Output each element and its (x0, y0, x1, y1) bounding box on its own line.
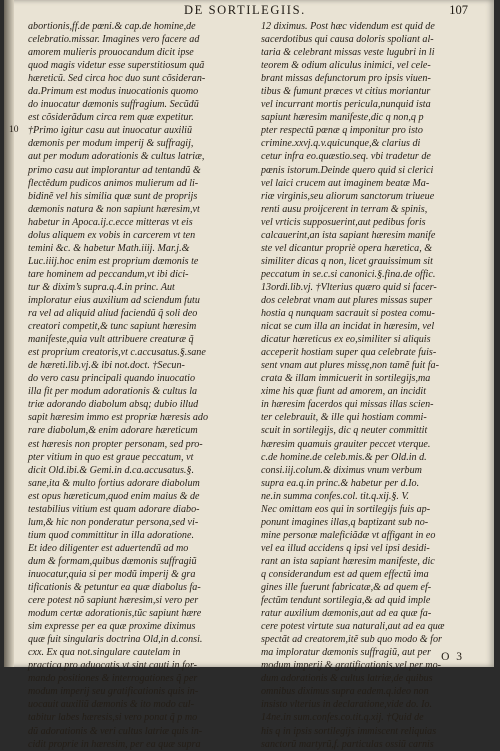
text-line: dicatur hæreticus ex eo,similiter si aliquis (261, 334, 431, 346)
page-gutter (4, 0, 14, 667)
text-line: riæ virginis,seu aliorum sanctorum triueue (261, 190, 435, 202)
text-line: sacerdotibus qui causa doloris spoliant al- (261, 34, 434, 46)
text-line: dæmonis per modum imperij & suffragij, (28, 138, 194, 150)
text-line: tium quod committitur in illa adoratione. (28, 529, 194, 541)
text-line: Nec omittam eos qui in sortilegijs fuis ap- (261, 503, 431, 515)
text-line: dum & formam,quibus dæmonis suffragiũ (28, 555, 197, 567)
text-line: similiter dicas q non, licet grauissimum sit (261, 255, 433, 267)
text-line: imploratur eius auxilium ad sciendum futu (28, 294, 200, 306)
text-line: lum,& hic non ponderatur persona,sed vi- (28, 516, 199, 528)
text-line: ste vel dicantur propriè opera hæretica, & (261, 242, 433, 254)
text-line: dum adorationis & cultus latriæ,de quibus (261, 673, 433, 685)
text-line: sapiunt hæresim manifeste,dic q non,q p (261, 112, 424, 124)
text-line: scuit in sortilegijs, dic q neuter committit (261, 425, 428, 437)
text-line: his q in ipsis sortilegijs immiscent reliquias (261, 725, 437, 737)
text-line: ter celebrauit, & ille qui hostiam commi- (261, 412, 427, 424)
book-page (4, 0, 494, 750)
text-line: rare diabolum,& enim adorare hæreticum (28, 425, 198, 437)
text-line: c.de homine.de celeb.mis.& per Old.in d. (261, 451, 427, 463)
text-line: est opus hæreticum,quod enim maius & de (28, 490, 200, 502)
text-line: illa fit per modum adorationis & cultus la (28, 386, 198, 398)
text-line: est hæresis non propter personam, sed pro- (28, 438, 203, 450)
margin-number: 10 (9, 125, 19, 136)
text-line: do vero casu principali quando inuocatio (28, 373, 195, 385)
text-line-content: †Primo igitur casu aut inuocatur auxiliũ (28, 125, 193, 137)
text-line: vel ea illud accidens q ipsi vel ipsi desidi- (261, 542, 430, 554)
text-line: sane,ita & multo fortius adorare diabolum (28, 477, 200, 489)
text-line (9, 124, 250, 137)
text-line: dæmonis natura & non sapiunt hæresim,vt (28, 203, 200, 215)
text-line: pter respectũ pœnæ q imponitur pro isto (261, 125, 423, 137)
text-line: tur & dixim’s supra.q.4.in princ. Aut (28, 281, 175, 293)
text-line: inuocatur,quia si per modũ imperij & gra (28, 568, 196, 580)
text-line: gines ille fuerunt fabricatæ,& ad quem ef- (261, 582, 432, 594)
text-line: cere potest virtute sua naturali,aut ad ea quæ (261, 621, 445, 633)
text-line: est cõsiderãdum circa rem quæ expetitur. (28, 112, 194, 124)
text-line: vel laici crucem aut imaginem beatæ Ma- (261, 177, 430, 189)
text-line: renti ausu proijcerent in terram & spinis, (261, 203, 428, 215)
text-line: quod magis videtur esse superstitiosum quã (28, 60, 205, 72)
text-line: pter vitium in quo est graue peccatum, vt (28, 451, 194, 463)
text-line: mine personæ maleficiãdæ vt affigant in eo (261, 529, 436, 541)
text-line: cidit proprie in hæresim, per ea quæ supra (28, 738, 201, 750)
text-line: Luc.iiij.hoc enim est proprium dæmonis te (28, 255, 199, 267)
left-column (9, 20, 250, 751)
text-line: ra vel ad aliquid aliud faciendũ q̃ soli deo (28, 308, 198, 320)
text-line: abortionis,ff.de pœni.& cap.de homine,de (28, 21, 196, 32)
text-line: xime his quæ fiunt ad amorem, an incidit (261, 386, 427, 398)
text-line: sapit hæresim immo est propriæ hæresis ado (28, 412, 209, 424)
right-column (261, 20, 481, 751)
text-line: fectũm tendunt sortilegia,& ad quid imple (261, 595, 431, 607)
text-line: dolus aliquem ex vobis in carcerem vt ten (28, 229, 196, 241)
text-line: acceperit hostiam super qua celebrate fuis- (261, 347, 437, 359)
text-line: da.Primum est modus inuocationis quomo (28, 86, 199, 98)
text-line: amorem mulieris prouocandum dicit ipse (28, 47, 194, 59)
text-line: ne.in summa confes.col. tit.q.xij.§. V. (261, 490, 409, 502)
text-line: est proprium creatoris,vt c.accusatus.§.sane (28, 347, 206, 359)
text-line: quæ fuit singularis doctrina Old,in d.consi. (28, 634, 203, 646)
text-line: uocauit auxiliũ dæmonis & ito modo cul- (28, 699, 194, 711)
text-line: q considerandum est ad quem effectũ ima (261, 568, 429, 580)
text-line: cxx. Ex qua not.singulare cautelam in (28, 647, 181, 659)
text-line: peccatum in se.c.si canonici.§.fina.de offic. (261, 268, 436, 280)
text-line: temini &c. & habetur Math.iiij. Mar.j.& (28, 242, 190, 254)
text-line: hæresim quamuis grauiter peccet vterque. (261, 438, 431, 450)
page-number: 107 (449, 3, 468, 17)
text-line: nicat se cum illa an incidat in hæresim, vel (261, 321, 435, 333)
text-line: sim expresse per ea quæ proxime diximus (28, 621, 196, 633)
text-line: in hæresim facerdos qui missas illas scien- (261, 399, 434, 411)
text-line: rant an ista sapiant hæresim manifeste, dic (261, 555, 435, 567)
text-line: crata & illam immicuerit in sortilegijs,ma (261, 373, 431, 385)
text-line: insisto vlterius in declaratione,vide do. Io. (261, 699, 433, 711)
text-line: vel incurrant mortis pericula,nunquid ista (261, 99, 431, 111)
text-line: dicit Old.ibi.& Gemi.in d.ca.accusatus.§. (28, 464, 194, 476)
text-line: mando positiones & interrogationes q̃ per (28, 673, 198, 685)
text-line: tabitur labes hæresis,si vero ponat q̃ p mo (28, 712, 198, 724)
text-line: omnibus diximus supra eadem.q.ideo non (261, 686, 429, 698)
running-title: DE SORTILEGIIS. (184, 3, 306, 17)
text-line: spectãt ad creatorem,itẽ sub quo modo & for (261, 634, 442, 646)
text-line: Et ideo diligenter est aduertendũ ad mo (28, 542, 189, 554)
text-line: tare hominem ad peccandum,vt ibi dici- (28, 268, 189, 280)
text-line: consi.iij.colum.& diximus vnum verbum (261, 464, 422, 476)
text-line: ma imploratur dæmonis suffragiũ, aut per (261, 647, 431, 659)
text-line: modum certæ adorationis,tũc sapiunt hære (28, 608, 202, 620)
text-line: de hæreti.lib.vj.& ibi not.doct. †Secun- (28, 360, 185, 372)
text-line: modum imperij seu gratificationis quis in- (28, 686, 199, 698)
signature-mark: O 3 (441, 651, 464, 663)
text-line: creatori competit,& tunc sapiunt hæresim (28, 321, 197, 333)
text-line: crimine.xxvj.q.v.quicunque,& clarius di (261, 138, 421, 150)
text-line: pœnis istorum.Deinde quero quid si clerici (261, 164, 434, 176)
text-line: primo casu aut implorantur ad tentandũ & (28, 164, 201, 176)
text-line: supra ea.q.in princ.& habetur per d.Io. (261, 477, 420, 489)
text-line: 12 diximus. Post hæc videndum est quid de (261, 21, 435, 32)
text-line: ratur auxilium dæmonis,aut ad ea quæ fa- (261, 608, 432, 620)
text-line: cere potest nõ sapiunt hæresim,si vero per (28, 595, 199, 607)
text-line: dũ adorationis & veri cultus latriæ quis in- (28, 725, 203, 737)
text-line: manifeste,quia vult attribuere creaturæ q̃ (28, 334, 194, 346)
text-line: dos celebrat vnam aut plures missas super (261, 294, 433, 306)
text-line: teorem & odium aliculus inimici, vel cele- (261, 60, 431, 72)
text-line: taria & celebrant missas veste lugubri in li (261, 47, 435, 59)
text-line: modum imperij & gratificationis,vel per mo- (261, 660, 441, 672)
text-line: testabilius vitium est quam adorare diabo- (28, 503, 200, 515)
text-line: practica pro aduocatis vt sint cauti in for- (28, 660, 198, 672)
text-line: vel vrticis supposuerint,aut pedibus foris (261, 216, 426, 228)
text-line: 14ne.in sum.confes.co.tit.q.xij. †Quid de (261, 712, 424, 724)
text-line: hostia q nunquam sacrauit si postea comu- (261, 308, 435, 320)
text-line: do inuocatur dæmonis suffragium. Secũdũ (28, 99, 199, 111)
text-line: aut per modum adorationis & cultus latriæ, (28, 151, 205, 163)
text-line: brant missas defunctorum pro ipsis viuen- (261, 73, 431, 85)
running-header (24, 3, 468, 19)
text-line: calcauerint,an ista sapiant hæresim manife (261, 229, 436, 241)
text-line: triæ adorando diabolum absq; dubio illud (28, 399, 199, 411)
text-line: sent vnam aut plures missę,non tamẽ fuit fa- (261, 360, 439, 372)
text-line: tibus & fumunt præces vt citius moriantur (261, 86, 431, 98)
text-line: tificationis & petuntur ea quæ diabolus fa- (28, 582, 201, 594)
text-line: sanctorũ martyrũ,f. particulas ossiũ carnis (261, 738, 434, 750)
text-line: cetur infra eo.quæstio.seq. vbi tradetur de (261, 151, 431, 163)
text-line: hæreticũ. Sed circa hoc duo sunt cõsideran- (28, 73, 206, 85)
text-line: habetur in Apoca.ij.c.ecce mitteras vt eis (28, 216, 193, 228)
text-line: flectẽdum pudicos animos mulierum ad li- (28, 177, 199, 189)
text-line: bidinẽ vel his similia quæ sunt de proprijs (28, 190, 198, 202)
text-line: ponunt imagines illas,q baptizant sub no- (261, 516, 429, 528)
text-line: celebratio.missar. Imagines vero facere ad (28, 34, 200, 46)
text-line: 13ordi.lib.vj. †Vlterius quæro quid si facer- (261, 281, 437, 293)
